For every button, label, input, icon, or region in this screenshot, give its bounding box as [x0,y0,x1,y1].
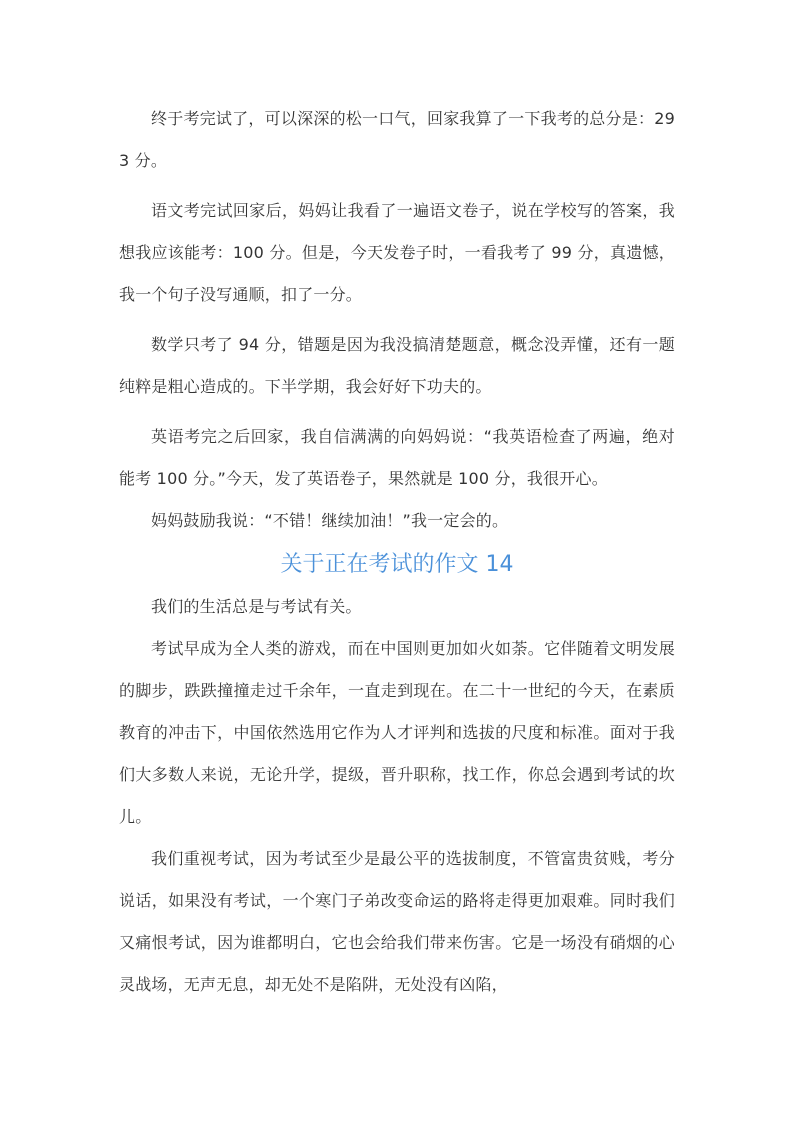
paragraph-exam-fairness: 我们重视考试，因为考试至少是最公平的选拔制度，不管富贵贫贱，考分说话，如果没有考试，一个寒门子弟改变命运的路将走得更加艰难。同时我们又痛恨考试，因为谁都明白，它也会给我们带来伤害。它是一场没有硝烟的心灵战场，无声无息，却无处不是陷阱，无处没有凶陷， [119,849,675,994]
paragraph-math-exam: 数学只考了 94 分，错题是因为我没搞清楚题意，概念没弄懂，还有一题纯粹是粗心造成的。下半学期，我会好好下功夫的。 [119,335,675,396]
document-page [119,98,675,1012]
paragraph-english-exam: 英语考完之后回家，我自信满满的向妈妈说：“我英语检查了两遍，绝对能考 100 分。”今天，发了英语卷子，果然就是 100 分，我很开心。 [119,427,675,488]
paragraph-exam-history: 考试早成为全人类的游戏，而在中国则更加如火如荼。它伴随着文明发展的脚步，跌跌撞撞走过千余年，一直走到现在。在二十一世纪的今天，在素质教育的冲击下，中国依然选用它作为人才评判和选拔的尺度和标准。面对于我们大多数人来说，无论升学，提级，晋升职称，找工作，你总会遇到考试的坎儿。 [119,639,675,826]
paragraph-life-exams: 我们的生活总是与考试有关。 [151,597,362,616]
paragraph-mom-encourage: 妈妈鼓励我说：“不错！继续加油！”我一定会的。 [151,511,509,530]
paragraph-total-score: 终于考完试了，可以深深的松一口气，回家我算了一下我考的总分是：293 分。 [119,109,675,170]
paragraph-chinese-exam: 语文考完试回家后，妈妈让我看了一遍语文卷子，说在学校写的答案，我想我应该能考：100 分。但是，今天发卷子时，一看我考了 99 分，真遗憾，我一个句子没写通顺，扣了一分。 [119,201,675,304]
section-heading: 关于正在考试的作文 14 [280,552,514,577]
